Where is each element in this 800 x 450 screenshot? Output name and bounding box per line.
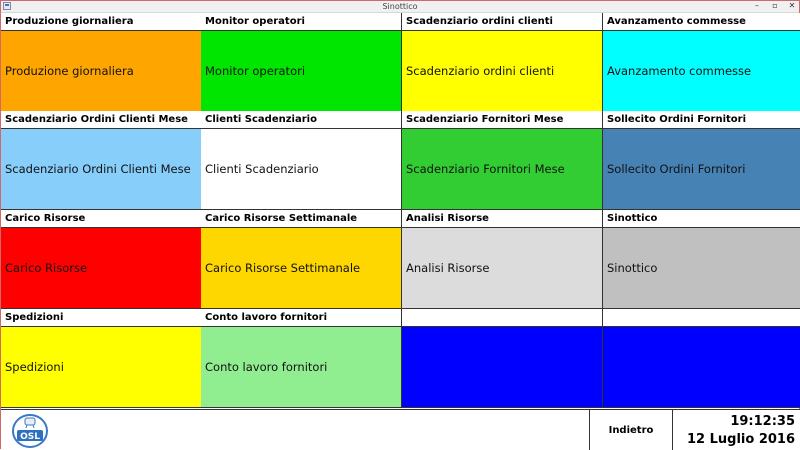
panel-carico-risorse-settimanale [201,210,402,309]
tile-produzione-giornaliera[interactable]: Produzione giornaliera [1,31,201,111]
tile-sollecito-ordini-fornitori[interactable]: Sollecito Ordini Fornitori [603,129,800,209]
tile-monitor-operatori[interactable]: Monitor operatori [201,31,401,111]
tile-scadenziario-fornitori-mese[interactable]: Scadenziario Fornitori Mese [402,129,602,209]
panel-produzione-giornaliera [1,13,202,112]
tile-avanzamento-commesse[interactable]: Avanzamento commesse [603,31,800,111]
panel-header [402,309,602,327]
panel-conto-lavoro-fornitori [201,309,402,408]
panel-header: Carico Risorse [1,210,201,228]
panel-sollecito-ordini-fornitori [603,111,800,210]
maximize-button[interactable]: ▫ [772,1,778,10]
panel-header: Avanzamento commesse [603,13,800,31]
panel-header: Carico Risorse Settimanale [201,210,401,228]
panel-scadenziario-ordini-clienti [402,13,603,112]
status-footer [1,409,800,450]
panel-carico-risorse [1,210,202,309]
tile-analisi-risorse[interactable]: Analisi Risorse [402,228,602,308]
panel-header: Monitor operatori [201,13,401,31]
clock-time: 19:12:35 [730,414,795,429]
panel-header: Scadenziario ordini clienti [402,13,602,31]
panel-analisi-risorse [402,210,603,309]
tile-clienti-scadenziario[interactable]: Clienti Scadenziario [201,129,401,209]
tile-sinottico[interactable]: Sinottico [603,228,800,308]
sinottico-grid [1,13,800,409]
panel-header: Conto lavoro fornitori [201,309,401,327]
clock-date: 12 Luglio 2016 [686,432,795,447]
title-bar [1,1,799,13]
panel-header: Sinottico [603,210,800,228]
minimize-button[interactable]: – [755,1,759,10]
osl-logo [11,413,49,449]
panel-monitor-operatori [201,13,402,112]
logo-text: OSL [20,432,40,442]
back-button[interactable]: Indietro [589,410,673,450]
panel-header: Scadenziario Fornitori Mese [402,111,602,129]
panel-sinottico [603,210,800,309]
tile-spedizioni[interactable]: Spedizioni [1,327,201,407]
tile-carico-risorse-settimanale[interactable]: Carico Risorse Settimanale [201,228,401,308]
panel-header [603,309,800,327]
panel-scadenziario-fornitori-mese [402,111,603,210]
panel-empty-1 [402,309,603,408]
window-title: Sinottico [382,2,418,11]
tile-empty-1[interactable] [402,327,602,407]
panel-header: Analisi Risorse [402,210,602,228]
panel-header: Scadenziario Ordini Clienti Mese [1,111,201,129]
panel-empty-2 [603,309,800,408]
panel-scadenziario-ordini-clienti-mese [1,111,202,210]
panel-header: Clienti Scadenziario [201,111,401,129]
panel-header: Produzione giornaliera [1,13,201,31]
panel-clienti-scadenziario [201,111,402,210]
close-button[interactable]: ✕ [788,1,796,10]
tile-scadenziario-ordini-clienti-mese[interactable]: Scadenziario Ordini Clienti Mese [1,129,201,209]
tile-conto-lavoro-fornitori[interactable]: Conto lavoro fornitori [201,327,401,407]
tile-scadenziario-ordini-clienti[interactable]: Scadenziario ordini clienti [402,31,602,111]
tile-empty-2[interactable] [603,327,800,407]
tile-carico-risorse[interactable]: Carico Risorse [1,228,201,308]
panel-header: Sollecito Ordini Fornitori [603,111,800,129]
panel-avanzamento-commesse [603,13,800,112]
panel-header: Spedizioni [1,309,201,327]
panel-spedizioni [1,309,202,408]
